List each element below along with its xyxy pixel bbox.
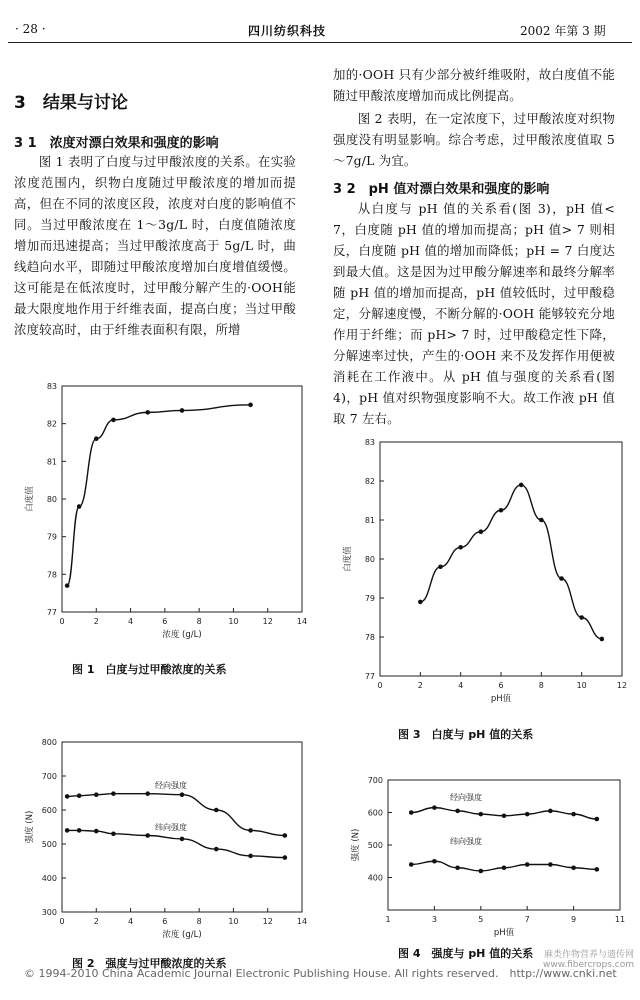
x-tick-label: 10 bbox=[576, 681, 587, 690]
x-tick-label: 4 bbox=[128, 917, 134, 926]
issue-label: 2002 年第 3 期 bbox=[520, 24, 606, 38]
data-point bbox=[409, 810, 414, 815]
right-paragraph-3: 从白度与 pH 值的关系看(图 3)，pH 值< 7，白度随 pH 值的增加而提高；pH 值> 7 则相反，白度随 pH 值的增加而降低；pH = 7 白度达到最大值。这是因为过甲酸分解速率和最终分解率随 pH 值的增加而提高，pH 值较低时，过甲酸稳定，分解速度慢，不断分解的·OOH 能够较充分地作用于纤维；而 pH> 7 时，过甲酸稳定性下降，分解速率过快，产生的·OOH 来不及发挥作用便被消耗在工作液中。从 pH 值与强度的关系看(图 4)，pH 值对织物强度影响不大。故工作液 pH 值取 7 左右。 bbox=[333, 201, 615, 426]
y-tick-label: 500 bbox=[41, 840, 57, 849]
data-point bbox=[458, 545, 463, 550]
y-tick-label: 78 bbox=[46, 570, 57, 580]
data-point bbox=[519, 483, 524, 488]
data-point bbox=[548, 862, 553, 867]
x-tick-label: 0 bbox=[377, 681, 383, 690]
watermark-text: 麻类作物营养与遗传网 www.fibercrops.com bbox=[543, 950, 634, 970]
figure-1-caption: 图 1 白度与过甲酸浓度的关系 bbox=[72, 663, 227, 676]
y-tick-label: 77 bbox=[364, 672, 375, 681]
y-tick-label: 80 bbox=[364, 555, 375, 564]
data-point bbox=[499, 508, 504, 513]
x-tick-label: 12 bbox=[616, 681, 628, 690]
y-tick-label: 79 bbox=[364, 594, 375, 603]
x-tick-label: 6 bbox=[162, 617, 168, 626]
x-tick-label: 12 bbox=[262, 917, 273, 926]
figure-1-chart bbox=[10, 372, 310, 652]
right-paragraph-2: 图 2 表明，在一定浓度下，过甲酸浓度对织物强度没有明显影响。综合考虑，过甲酸浓度值取 5～7g/L 为宜。 bbox=[333, 111, 615, 168]
data-point bbox=[283, 833, 288, 838]
x-tick-label: 10 bbox=[228, 917, 239, 926]
data-point bbox=[479, 812, 484, 817]
series-label: 纬向强度 bbox=[155, 823, 187, 832]
x-tick-label: 14 bbox=[296, 617, 308, 626]
x-tick-label: 6 bbox=[498, 681, 504, 690]
y-tick-label: 82 bbox=[46, 419, 57, 429]
data-point bbox=[94, 792, 99, 797]
y-tick-label: 83 bbox=[46, 382, 57, 391]
y-tick-label: 81 bbox=[364, 516, 375, 525]
y-tick-label: 400 bbox=[367, 873, 383, 883]
data-point bbox=[77, 504, 82, 509]
y-axis-label: 白度值 bbox=[25, 486, 35, 512]
subsection-3-1-title: 3 1 浓度对漂白效果和强度的影响 bbox=[14, 136, 219, 151]
data-point bbox=[409, 862, 414, 867]
right-paragraph-1: 加的·OOH 只有少部分被纤维吸附，故白度值不能随过甲酸浓度增加而成比例提高。 bbox=[333, 67, 615, 103]
x-axis-label: pH值 bbox=[493, 928, 515, 938]
data-point bbox=[77, 793, 82, 798]
data-point bbox=[214, 847, 219, 852]
plot-frame bbox=[388, 780, 620, 910]
data-point bbox=[145, 791, 150, 796]
data-point bbox=[548, 809, 553, 814]
data-point bbox=[559, 576, 564, 581]
data-point bbox=[525, 862, 530, 867]
y-tick-label: 500 bbox=[367, 841, 383, 850]
figure-3-chart bbox=[330, 430, 630, 715]
series-label: 经向强度 bbox=[450, 793, 482, 802]
data-point bbox=[65, 794, 70, 799]
data-point bbox=[595, 867, 600, 872]
x-tick-label: 14 bbox=[296, 917, 308, 926]
y-tick-label: 600 bbox=[41, 806, 57, 815]
data-point bbox=[94, 829, 99, 834]
data-point bbox=[283, 855, 288, 860]
y-tick-label: 77 bbox=[46, 608, 57, 617]
y-axis-label: 白度值 bbox=[343, 546, 353, 572]
x-tick-label: 0 bbox=[59, 917, 65, 926]
x-tick-label: 5 bbox=[478, 915, 484, 924]
y-tick-label: 800 bbox=[41, 738, 57, 747]
x-tick-label: 7 bbox=[524, 915, 530, 924]
x-tick-label: 11 bbox=[614, 915, 626, 924]
data-point bbox=[111, 791, 116, 796]
y-axis-label: 强度 (N) bbox=[25, 810, 35, 844]
series-line bbox=[67, 405, 250, 586]
y-tick-label: 700 bbox=[41, 772, 57, 781]
data-point bbox=[248, 828, 253, 833]
x-tick-label: 4 bbox=[458, 681, 464, 690]
y-tick-label: 83 bbox=[364, 438, 375, 447]
y-tick-label: 300 bbox=[41, 908, 57, 917]
figure-4-chart bbox=[330, 770, 630, 938]
data-point bbox=[502, 865, 507, 870]
data-point bbox=[438, 565, 443, 570]
x-tick-label: 6 bbox=[162, 917, 168, 926]
copyright-footer: © 1994-2010 China Academic Journal Electronic Publishing House. All rights reserved. http://www.cnki.net bbox=[24, 967, 617, 980]
data-point bbox=[600, 637, 605, 642]
data-point bbox=[214, 808, 219, 813]
figure-2-chart bbox=[10, 730, 310, 940]
data-point bbox=[180, 408, 185, 413]
y-tick-label: 400 bbox=[41, 874, 57, 883]
y-tick-label: 82 bbox=[364, 477, 375, 486]
x-tick-label: 3 bbox=[431, 915, 437, 924]
subsection-3-2-title: 3 2 pH 值对漂白效果和强度的影响 bbox=[333, 182, 550, 197]
left-paragraph: 图 1 表明了白度与过甲酸浓度的关系。在实验浓度范围内，织物白度随过甲酸浓度的增加而提高，但在不同的浓度区段，浓度对白度的影响值不同。当过甲酸浓度在 1～3g/L 时，白度值随浓度增加而迅速提高；当过甲酸浓度高于 5g/L 时，曲线趋向水平，即随过甲酸浓度增加白度增值缓慢。这可能是在低浓度时，过甲酸分解产生的·OOH能最大限度地作用于纤维表面，提高白度；当过甲酸浓度较高时，由于纤维表面积有限，所增 bbox=[14, 154, 296, 337]
data-point bbox=[145, 833, 150, 838]
x-axis-label: 浓度 (g/L) bbox=[162, 930, 202, 940]
series-line bbox=[420, 485, 602, 639]
data-point bbox=[432, 805, 437, 810]
series-line bbox=[67, 830, 285, 857]
y-axis-label: 强度 (N) bbox=[351, 828, 361, 862]
y-tick-label: 78 bbox=[364, 633, 375, 642]
x-tick-label: 4 bbox=[128, 617, 134, 626]
journal-name: 四川纺织科技 bbox=[248, 24, 327, 38]
data-point bbox=[418, 600, 423, 605]
plot-frame bbox=[62, 386, 302, 612]
x-tick-label: 0 bbox=[59, 617, 65, 626]
data-point bbox=[77, 828, 82, 833]
data-point bbox=[479, 869, 484, 874]
data-point bbox=[65, 828, 70, 833]
data-point bbox=[180, 792, 185, 797]
data-point bbox=[525, 812, 530, 817]
data-point bbox=[94, 436, 99, 441]
x-tick-label: 8 bbox=[196, 617, 202, 626]
x-tick-label: 12 bbox=[262, 617, 273, 626]
y-tick-label: 81 bbox=[46, 457, 57, 467]
y-tick-label: 700 bbox=[367, 776, 383, 785]
figure-2-caption: 图 2 强度与过甲酸浓度的关系 bbox=[72, 957, 227, 970]
x-axis-label: 浓度 (g/L) bbox=[162, 630, 202, 640]
header-rule bbox=[8, 42, 632, 43]
y-tick-label: 600 bbox=[367, 808, 383, 818]
x-tick-label: 10 bbox=[228, 617, 239, 626]
x-tick-label: 9 bbox=[571, 915, 577, 924]
data-point bbox=[595, 817, 600, 822]
figure-4-caption: 图 4 强度与 pH 值的关系 bbox=[398, 947, 534, 960]
data-point bbox=[479, 529, 484, 534]
section-title: 3 结果与讨论 bbox=[14, 93, 128, 113]
x-tick-label: 2 bbox=[93, 617, 99, 626]
series-label: 纬向强度 bbox=[450, 837, 482, 846]
plot-frame bbox=[380, 442, 622, 676]
data-point bbox=[65, 583, 70, 588]
data-point bbox=[145, 410, 150, 415]
data-point bbox=[571, 812, 576, 817]
x-tick-label: 8 bbox=[196, 917, 202, 926]
data-point bbox=[432, 859, 437, 864]
y-tick-label: 80 bbox=[46, 495, 57, 504]
data-point bbox=[248, 854, 253, 859]
data-point bbox=[111, 832, 116, 837]
data-point bbox=[579, 615, 584, 620]
page-number: · 28 · bbox=[15, 22, 46, 36]
data-point bbox=[180, 837, 185, 842]
data-point bbox=[111, 418, 116, 423]
data-point bbox=[248, 403, 253, 408]
series-label: 经向强度 bbox=[155, 781, 187, 790]
data-point bbox=[502, 813, 507, 818]
x-tick-label: 2 bbox=[417, 681, 423, 690]
x-tick-label: 2 bbox=[93, 917, 99, 926]
y-tick-label: 79 bbox=[46, 532, 57, 542]
data-point bbox=[571, 865, 576, 870]
data-point bbox=[455, 809, 460, 814]
data-point bbox=[539, 518, 544, 523]
x-tick-label: 8 bbox=[538, 681, 544, 690]
x-tick-label: 1 bbox=[385, 915, 391, 924]
x-axis-label: pH值 bbox=[490, 694, 512, 704]
data-point bbox=[455, 865, 460, 870]
figure-3-caption: 图 3 白度与 pH 值的关系 bbox=[398, 728, 534, 741]
